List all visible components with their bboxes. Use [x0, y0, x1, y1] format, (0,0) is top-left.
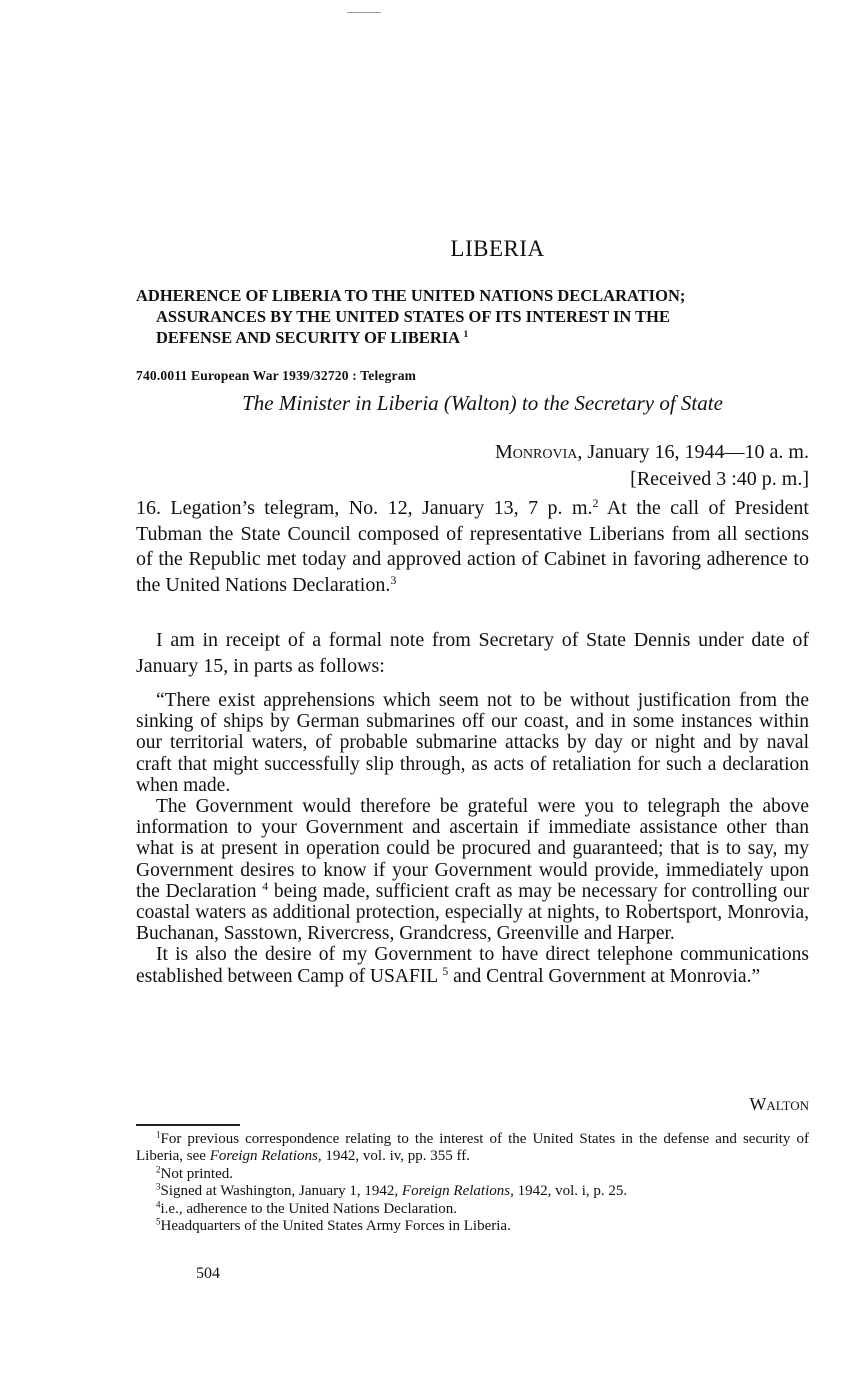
top-edge-mark: [347, 12, 381, 13]
footnote-3: [136, 1183, 809, 1200]
footnote-ref-5[interactable]: 5: [442, 964, 449, 978]
paragraph-2: I am in receipt of a formal note from Secretary of State Dennis under date of January 15, in parts as follows:: [136, 629, 809, 677]
footnote-2-mark: 2: [156, 1164, 161, 1175]
footnote-ref-4[interactable]: 4: [262, 879, 269, 893]
paragraph-1-part-a: 16. Legation’s telegram, No. 12, January 13, 7 p. m.: [136, 497, 593, 519]
paragraph-1: [136, 496, 809, 598]
footnote-4-text: i.e., adherence to the United Nations Declaration.: [160, 1200, 458, 1217]
subject-line-1: ADHERENCE OF LIBERIA TO THE UNITED NATIONS DECLARATION;: [136, 286, 686, 305]
footnote-5-mark: 5: [156, 1216, 161, 1227]
footnote-1: [136, 1131, 809, 1166]
footnote-3-italic: Foreign Relations,: [401, 1183, 514, 1200]
footnote-ref-2[interactable]: 2: [592, 495, 599, 510]
quote-paragraph-1: “There exist apprehensions which seem not to be without justification from the sinking of ships by German submarines off our coast, and in some instances within our territorial waters, of probable submarine attacks by day or night and by naval craft that might successfully slip through, as acts of retaliation for such a declaration when made.: [136, 690, 809, 796]
quote-paragraph-3-part-b: and Central Government at Monrovia.”: [448, 965, 761, 987]
footnote-ref-3[interactable]: 3: [390, 572, 397, 587]
subject-line-2: ASSURANCES BY THE UNITED STATES OF ITS INTEREST IN THE: [156, 307, 670, 326]
dateline: [495, 439, 809, 493]
paragraph-1-part-b: At the call of President Tubman the State Council composed of representative Liberians from all sections of the Republic met today and approved action of Cabinet in favoring adherence to the United Nations Declaration.: [136, 497, 809, 596]
footnote-ref-1[interactable]: 1: [463, 329, 469, 341]
footnote-3-part-a: Signed at Washington, January 1, 1942,: [160, 1183, 402, 1200]
country-title: LIBERIA: [450, 236, 545, 261]
subject-line-3: [136, 327, 809, 348]
subject-heading: [136, 285, 809, 348]
footnote-2: [136, 1166, 809, 1183]
footnote-4-mark: 4: [156, 1199, 161, 1210]
footnote-3-part-b: 1942, vol. i, p. 25.: [513, 1183, 628, 1200]
quote-paragraph-3-part-a: It is also the desire of my Government to have direct telephone communications established between Camp of USAFIL: [136, 944, 809, 987]
footnote-1-italic: Foreign Relations,: [209, 1148, 322, 1165]
footnote-5-text: Headquarters of the United States Army Forces in Liberia.: [160, 1218, 511, 1235]
footnote-1-part-a: For previous correspondence relating to the interest of the United States in the defense and security of Liberia, see: [136, 1131, 809, 1165]
dateline-place: Monrovia: [495, 441, 578, 463]
footnote-1-mark: 1: [156, 1129, 161, 1140]
dateline-received: [Received 3 :40 p. m.]: [630, 468, 809, 490]
signer: Walton: [749, 1094, 809, 1114]
file-reference: 740.0011 European War 1939/32720 : Telegram: [136, 368, 417, 383]
quote-paragraph-2-part-a: The Government would therefore be grateful were you to telegraph the above information to your Government and ascertain if immediate assistance other than what is at present in operation could be procured and guaranteed; that is to say, my Government desires to know if your Government would provide, immediately upon the Declaration: [136, 796, 809, 902]
footnote-1-part-b: 1942, vol. iv, pp. 355 ff.: [321, 1148, 470, 1165]
quote-paragraph-2: [136, 796, 809, 944]
footnote-rule: [136, 1124, 240, 1126]
footnote-4: [136, 1201, 809, 1218]
footnotes: [136, 1131, 809, 1235]
quote-paragraph-2-part-b: being made, sufficient craft as may be necessary for controlling our coastal waters as additional protection, especially at nights, to Robertsport, Monrovia, Buchanan, Sasstown, Rivercress, Grandcress, Greenville and Harper.: [136, 880, 809, 945]
subject-line-3-text: DEFENSE AND SECURITY OF LIBERIA: [156, 328, 460, 347]
document-heading: The Minister in Liberia (Walton) to the Secretary of State: [242, 391, 723, 415]
footnote-2-text: Not printed.: [160, 1165, 233, 1182]
dateline-sent: [495, 439, 809, 466]
footnote-5: [136, 1218, 809, 1235]
dateline-date: , January 16, 1944—10 a. m.: [577, 441, 809, 463]
footnote-3-mark: 3: [156, 1181, 161, 1192]
quote-paragraph-3: [136, 944, 809, 986]
page-number: 504: [196, 1265, 220, 1282]
quoted-note: [136, 690, 809, 987]
